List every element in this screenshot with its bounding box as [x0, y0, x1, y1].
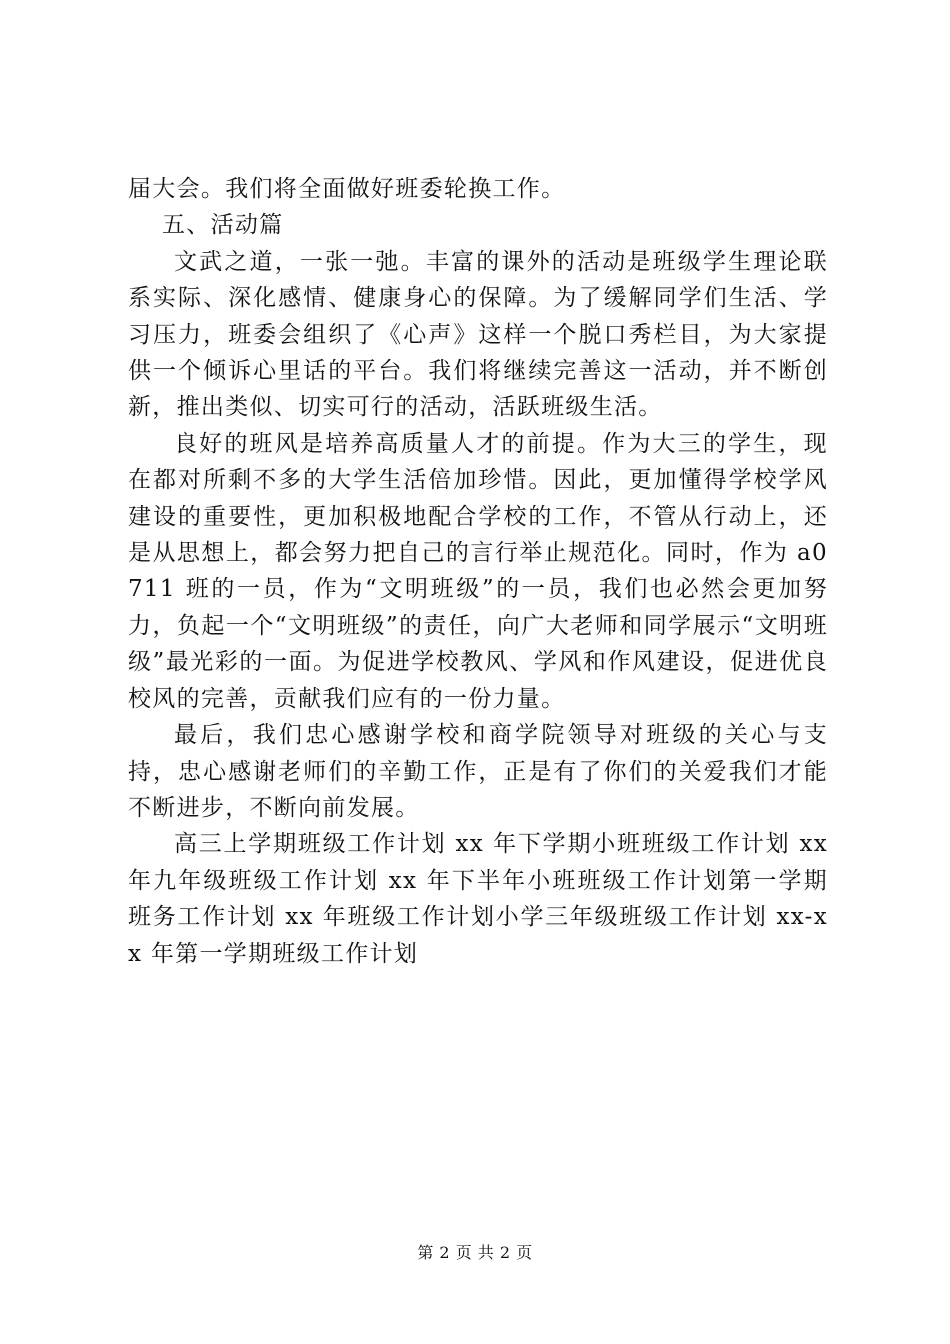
document-body	[128, 171, 828, 972]
section-heading: 五、活动篇	[162, 212, 284, 239]
paragraph-continuation: 届大会。我们将全面做好班委轮换工作。	[128, 176, 566, 202]
page-footer: 第 2 页 共 2 页	[417, 1243, 533, 1262]
paragraph-related-plans: 高三上学期班级工作计划 xx 年下学期小班班级工作计划 xx 年九年级班级工作计划 xx 年下半年小班班级工作计划第一学期班务工作计划 xx 年班级工作计划小学三年级班级工作计划 xx-xx 年第一学期班级工作计划	[128, 831, 828, 967]
paragraph-thanks: 最后，我们忠心感谢学校和商学院领导对班级的关心与支持，忠心感谢老师们的辛勤工作，正是有了你们的关爱我们才能不断进步，不断向前发展。	[128, 722, 828, 821]
paragraph-activities: 文武之道，一张一弛。丰富的课外的活动是班级学生理论联系实际、深化感情、健康身心的保障。为了缓解同学们生活、学习压力，班委会组织了《心声》这样一个脱口秀栏目，为大家提供一个倾诉心里话的平台。我们将继续完善这一活动，并不断创新，推出类似、切实可行的活动，活跃班级生活。	[128, 248, 828, 421]
paragraph-class-spirit: 良好的班风是培养高质量人才的前提。作为大三的学生，现在都对所剩不多的大学生活倍加珍惜。因此，更加懂得学校学风建设的重要性，更加积极地配合学校的工作，不管从行动上，还是从思想上，都会努力把自己的言行举止规范化。同时，作为 a0711 班的一员，作为“文明班级”的一员，我们也必然会更加努力，负起一个“文明班级”的责任，向广大老师和同学展示“文明班级”最光彩的一面。为促进学校教风、学风和作风建设，促进优良校风的完善，贡献我们应有的一份力量。	[128, 430, 828, 712]
